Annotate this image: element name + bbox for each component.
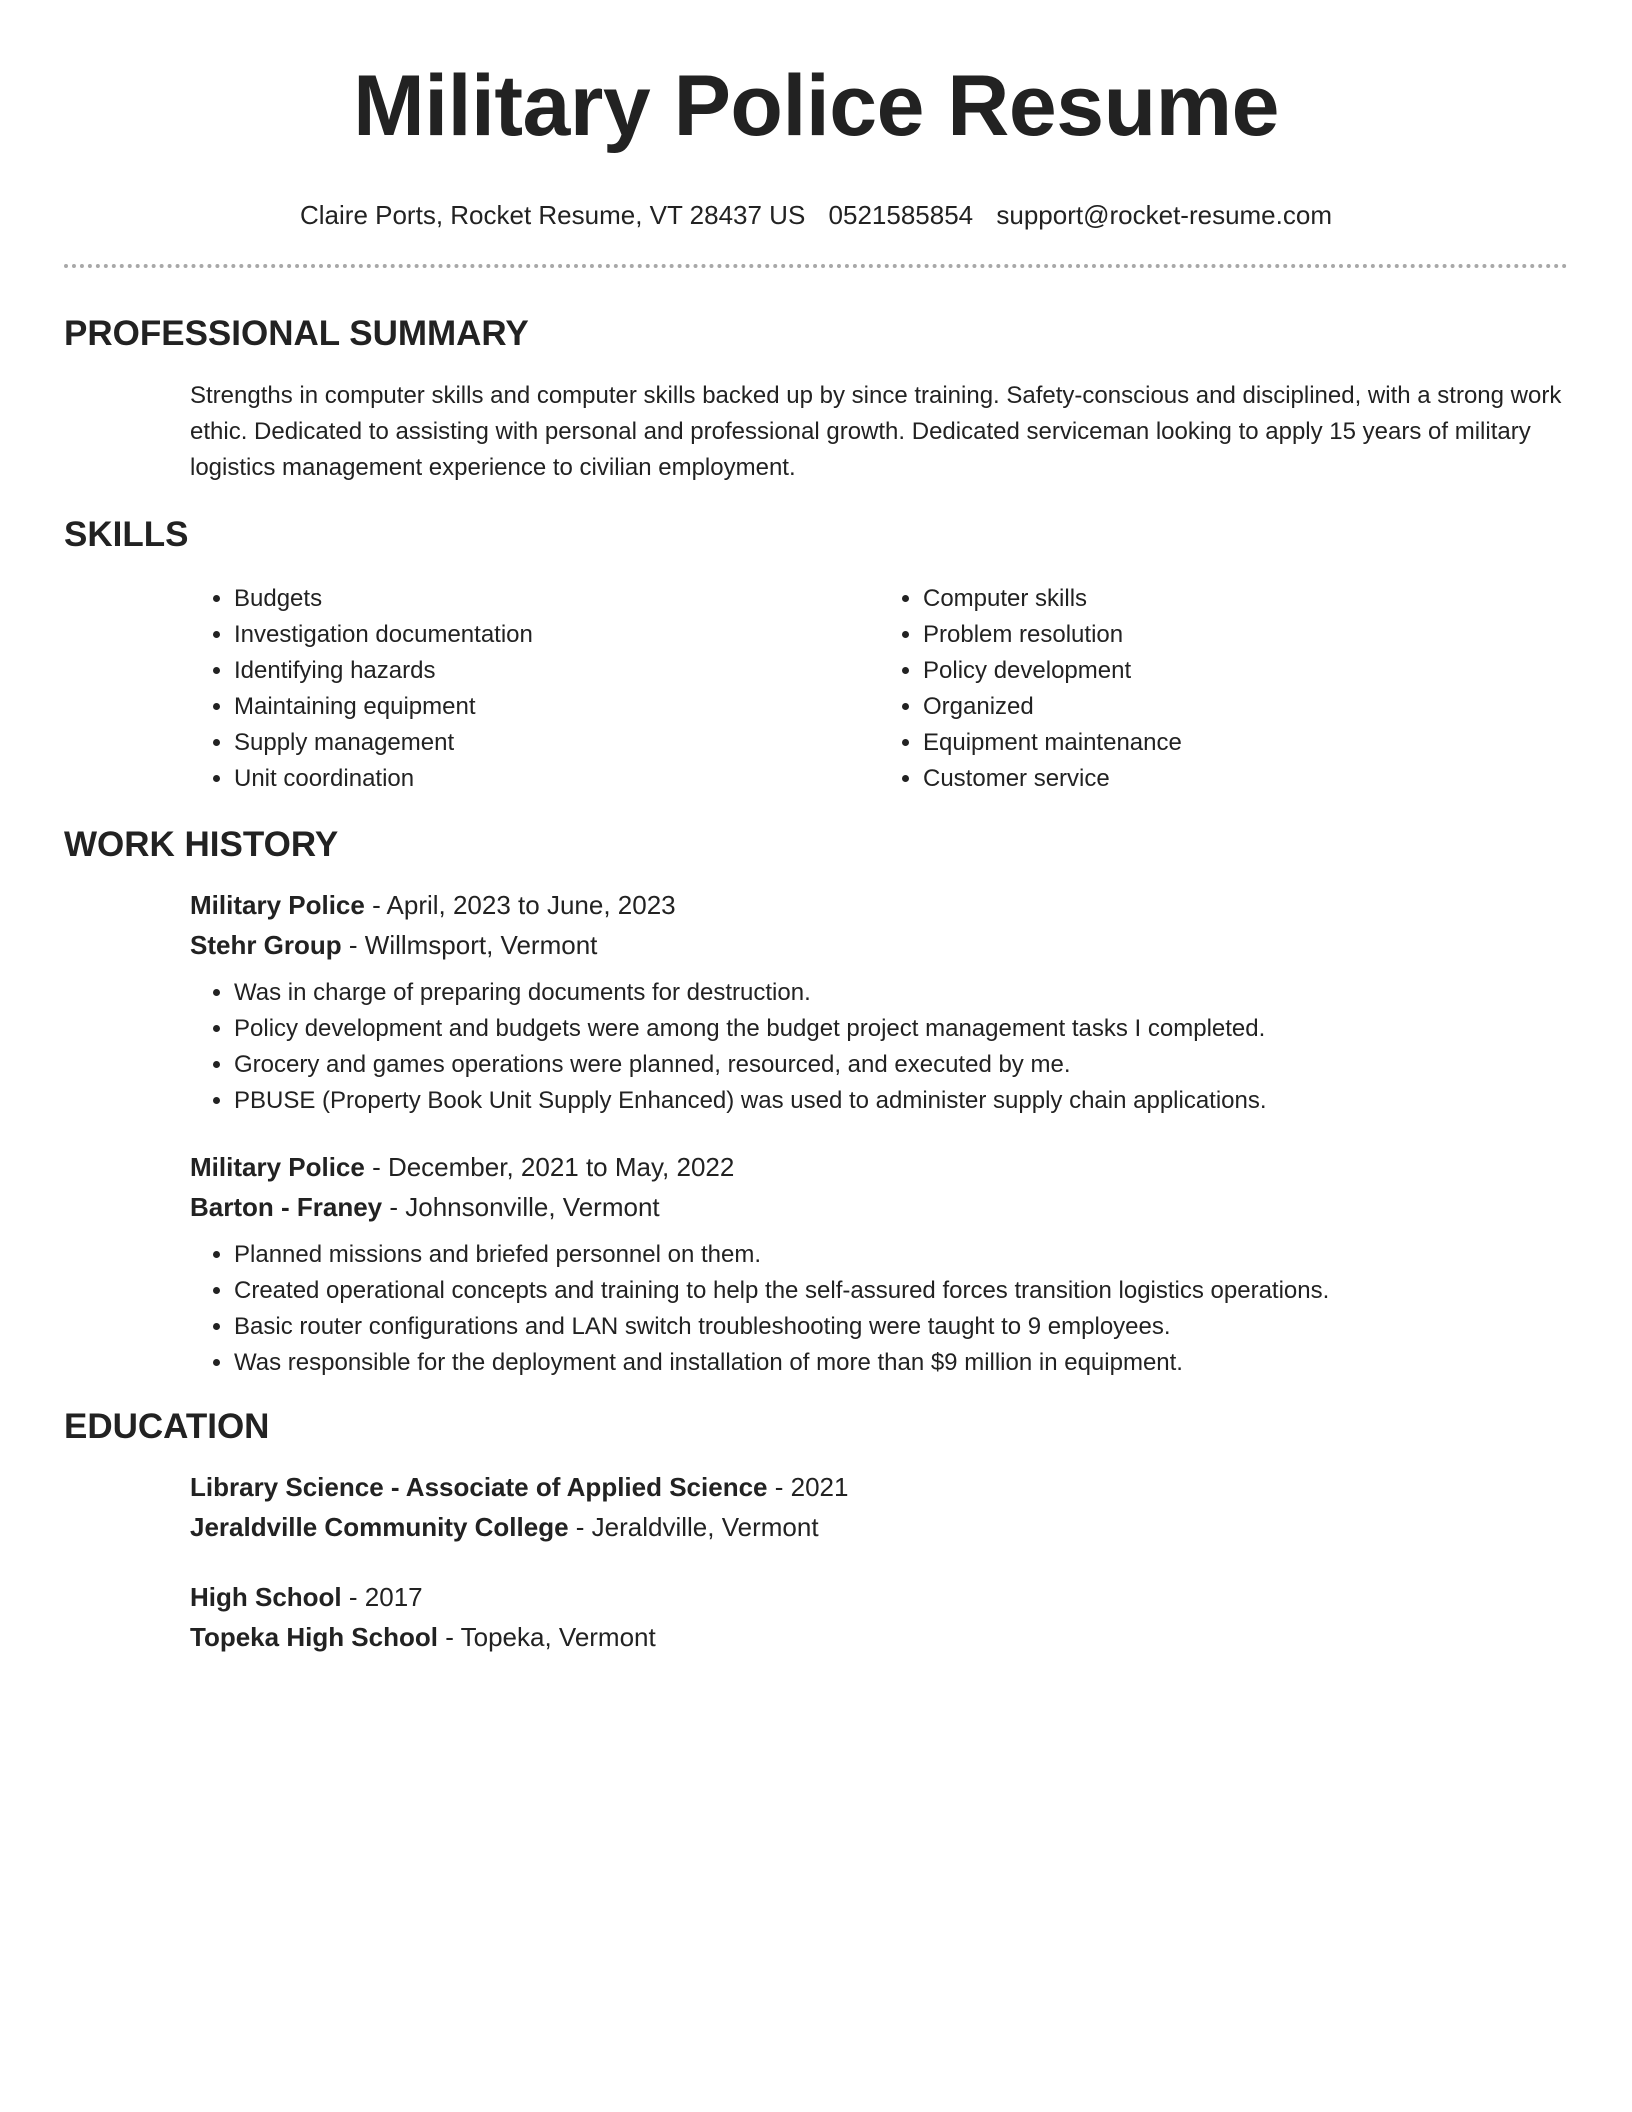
skills-heading: SKILLS [64,515,189,554]
job-company-line [190,925,1568,965]
skills-list [190,581,1568,797]
header-divider [64,264,1568,268]
job-bullet: • Was in charge of preparing documents for destruction. [234,975,1568,1011]
job-bullet: • Was responsible for the deployment and installation of more than $9 million in equipment. [234,1345,1568,1381]
education-heading: EDUCATION [64,1407,270,1446]
degree: Library Science - Associate of Applied Science [190,1472,768,1502]
school: Topeka High School [190,1622,438,1652]
skill-item: • Supply management [234,725,879,761]
school: Jeraldville Community College [190,1512,569,1542]
summary-text: Strengths in computer skills and computer skills backed up by since training. Safety-conscious and disciplined, with a strong work ethic. Dedicated to assisting with personal and professional growth. Dedicated serviceman looking to apply 15 years of military logistics management experience to civilian employment. [190,382,1562,481]
work-section [64,823,1568,1381]
job-bullet: • Planned missions and briefed personnel on them. [234,1237,1568,1273]
job-bullets [190,975,1568,1119]
degree-line [190,1577,1568,1617]
resume-title: Military Police Resume [353,58,1279,154]
summary-section [64,312,1568,486]
graduation-year: - 2021 [767,1472,849,1502]
skills-column-right [879,581,1568,797]
skill-item: • Customer service [923,761,1568,797]
skills-section [64,513,1568,797]
skill-item: • Investigation documentation [234,617,879,653]
job-dates: - December, 2021 to May, 2022 [364,1152,735,1182]
school-line [190,1617,1568,1657]
job-location: - Willmsport, Vermont [341,930,598,960]
job-bullet: • PBUSE (Property Book Unit Supply Enhanced) was used to administer supply chain applications. [234,1083,1568,1119]
job-bullet: • Created operational concepts and training to help the self-assured forces transition logistics operations. [234,1273,1568,1309]
job-title-line [190,1147,1568,1187]
school-location: - Jeraldville, Vermont [568,1512,819,1542]
skill-item: • Organized [923,689,1568,725]
contact-phone: 0521585854 [828,200,974,230]
degree: High School [190,1582,342,1612]
skill-item: • Unit coordination [234,761,879,797]
work-heading: WORK HISTORY [64,825,339,864]
contact-email: support@rocket-resume.com [996,200,1332,230]
contact-line [64,198,1568,232]
education-entry [190,1467,1568,1547]
skill-item: • Policy development [923,653,1568,689]
school-line [190,1507,1568,1547]
job-company: Barton - Franey [190,1192,383,1222]
skill-item: • Budgets [234,581,879,617]
job-dates: - April, 2023 to June, 2023 [364,890,676,920]
job-entry [190,1147,1568,1381]
job-location: - Johnsonville, Vermont [382,1192,660,1222]
job-bullets [190,1237,1568,1381]
job-bullet: • Policy development and budgets were among the budget project management tasks I completed. [234,1011,1568,1047]
skills-column-left [190,581,879,797]
contact-address: Claire Ports, Rocket Resume, VT 28437 US [300,200,806,230]
job-bullet: • Basic router configurations and LAN switch troubleshooting were taught to 9 employees. [234,1309,1568,1345]
education-section [64,1405,1568,1657]
graduation-year: - 2017 [341,1582,423,1612]
job-title: Military Police [190,890,365,920]
job-bullet: • Grocery and games operations were planned, resourced, and executed by me. [234,1047,1568,1083]
skill-item: • Problem resolution [923,617,1568,653]
job-title: Military Police [190,1152,365,1182]
job-entry [190,885,1568,1119]
skill-item: • Computer skills [923,581,1568,617]
skill-item: • Maintaining equipment [234,689,879,725]
skill-item: • Equipment maintenance [923,725,1568,761]
job-title-line [190,885,1568,925]
school-location: - Topeka, Vermont [437,1622,656,1652]
job-company: Stehr Group [190,930,342,960]
skill-item: • Identifying hazards [234,653,879,689]
education-entry [190,1577,1568,1657]
summary-heading: PROFESSIONAL SUMMARY [64,314,529,353]
job-company-line [190,1187,1568,1227]
degree-line [190,1467,1568,1507]
